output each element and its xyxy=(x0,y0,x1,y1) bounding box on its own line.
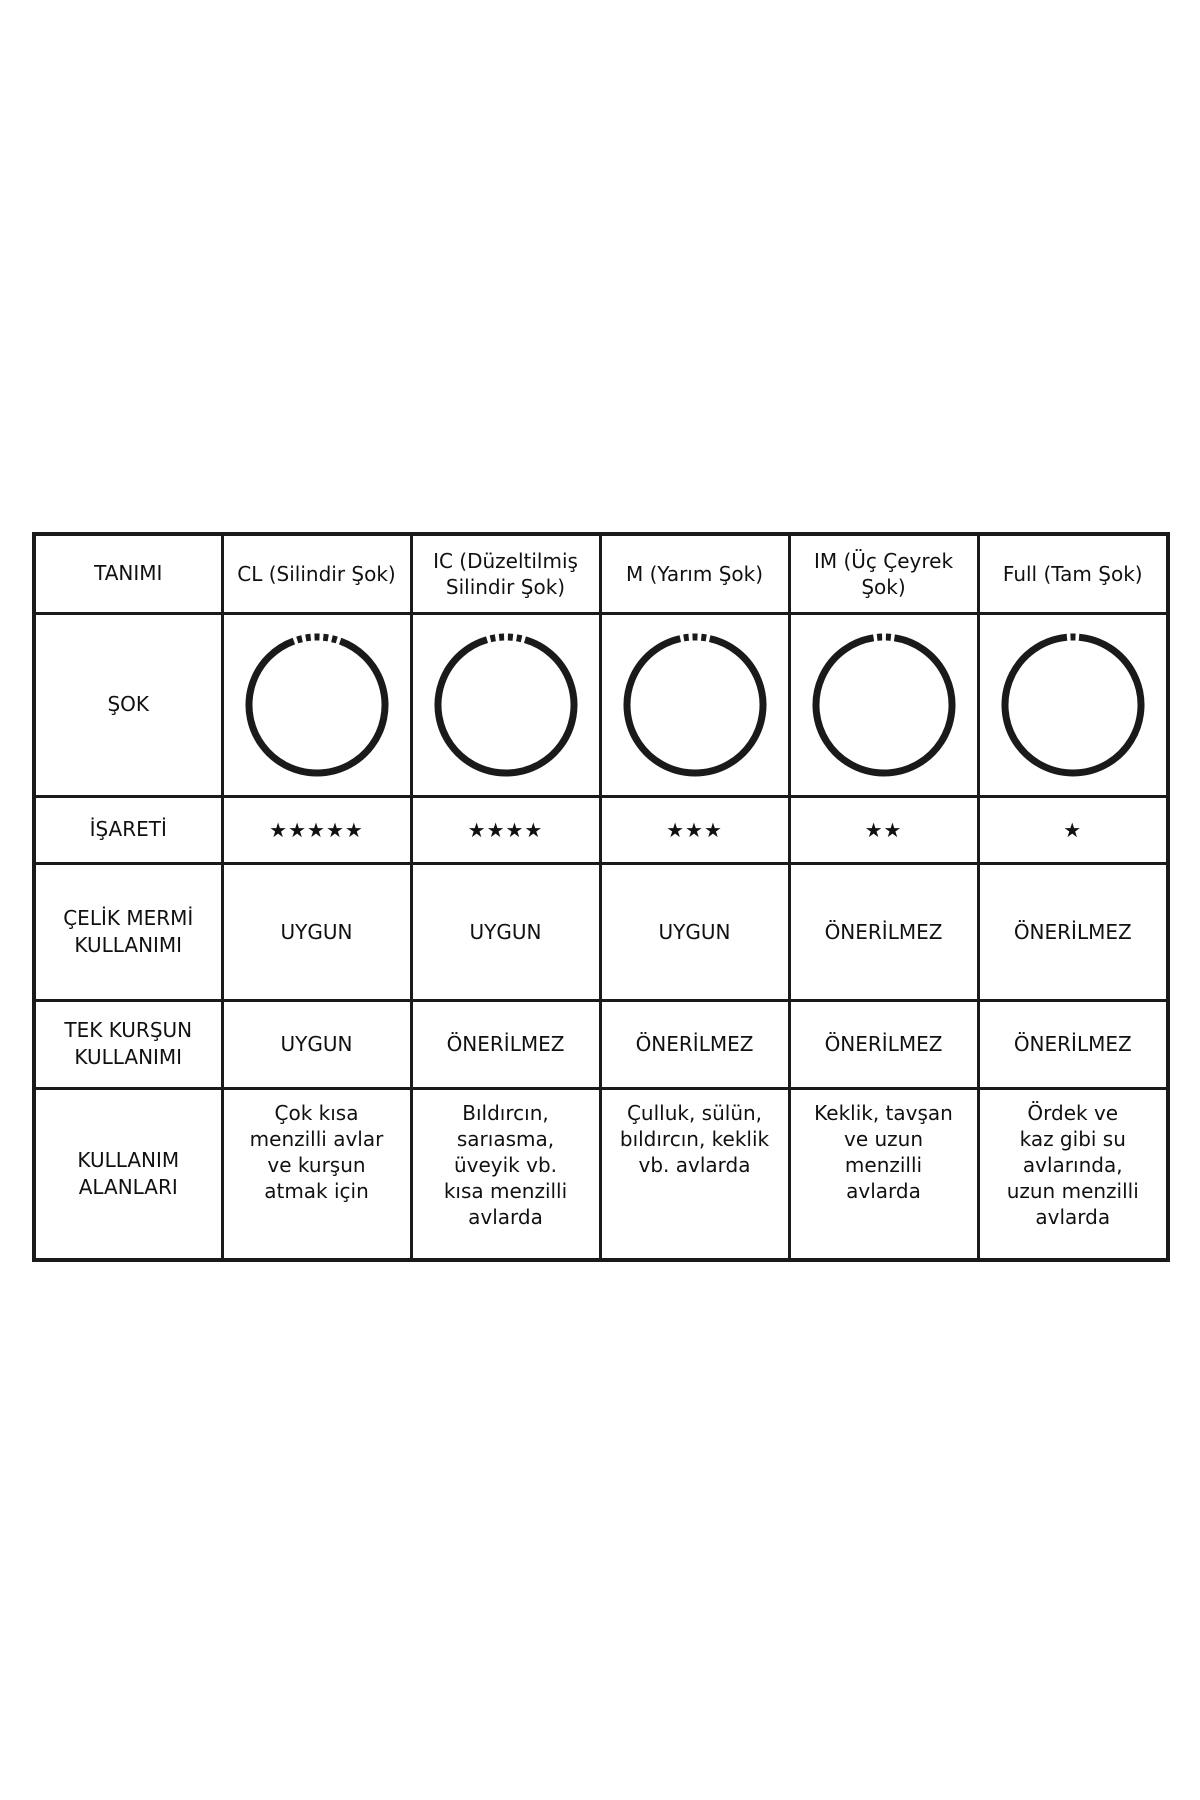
slug-value-full: ÖNERİLMEZ xyxy=(978,1000,1168,1088)
usage-text-m: Çulluk, sülün, bıldırcın, keklik vb. avlarda xyxy=(600,1088,789,1260)
choke-ring-svg-m xyxy=(620,630,770,780)
choke-ring-svg-full xyxy=(998,630,1148,780)
row-label-usage: KULLANIM ALANLARI xyxy=(34,1088,222,1260)
star-marks-ic: ★★★★ xyxy=(411,796,600,863)
steel-value-im: ÖNERİLMEZ xyxy=(789,863,978,1000)
row-label-shock: ŞOK xyxy=(34,613,222,796)
choke-tick-mark xyxy=(490,637,495,638)
row-slug xyxy=(34,1000,1168,1088)
row-label-name: TANIMI xyxy=(34,534,222,613)
steel-value-m: UYGUN xyxy=(600,863,789,1000)
row-label-mark: İŞARETİ xyxy=(34,796,222,863)
choke-ring-arc xyxy=(1005,637,1141,773)
choke-ring-cell-full xyxy=(978,613,1168,796)
row-shock xyxy=(34,613,1168,796)
choke-ring-arc xyxy=(816,637,952,772)
choke-ring-arc xyxy=(438,639,574,772)
choke-tick-mark xyxy=(323,637,328,638)
choke-ring-icon-m xyxy=(608,630,782,780)
choke-name-cl: CL (Silindir Şok) xyxy=(222,534,411,613)
row-mark xyxy=(34,796,1168,863)
choke-ring-icon-im xyxy=(797,630,971,780)
choke-chart-table xyxy=(32,532,1170,1262)
choke-ring-cell-m xyxy=(600,613,789,796)
star-marks-m: ★★★ xyxy=(600,796,789,863)
usage-text-cl: Çok kısa menzilli avlar ve kurşun atmak için xyxy=(222,1088,411,1260)
choke-ring-icon-full xyxy=(986,630,1161,780)
slug-value-m: ÖNERİLMEZ xyxy=(600,1000,789,1088)
choke-tick-mark xyxy=(516,637,521,638)
choke-ring-svg-ic xyxy=(431,630,581,780)
star-marks-cl: ★★★★★ xyxy=(222,796,411,863)
slug-value-cl: UYGUN xyxy=(222,1000,411,1088)
choke-ring-icon-cl xyxy=(230,630,404,780)
row-label-steel: ÇELİK MERMİ KULLANIMI xyxy=(34,863,222,1000)
choke-name-ic: IC (Düzeltilmiş Silindir Şok) xyxy=(411,534,600,613)
usage-text-full: Ördek ve kaz gibi su avlarında, uzun menzilli avlarda xyxy=(978,1088,1168,1260)
choke-ring-cell-ic xyxy=(411,613,600,796)
choke-name-im: IM (Üç Çeyrek Şok) xyxy=(789,534,978,613)
star-marks-full: ★ xyxy=(978,796,1168,863)
star-marks-im: ★★ xyxy=(789,796,978,863)
choke-tick-mark xyxy=(683,637,688,638)
steel-value-full: ÖNERİLMEZ xyxy=(978,863,1168,1000)
choke-ring-icon-ic xyxy=(419,630,593,780)
usage-text-ic: Bıldırcın, sarıasma, üveyik vb. kısa menzilli avlarda xyxy=(411,1088,600,1260)
steel-value-ic: UYGUN xyxy=(411,863,600,1000)
choke-tick-mark xyxy=(331,638,336,639)
row-usage xyxy=(34,1088,1168,1260)
choke-ring-svg-im xyxy=(809,630,959,780)
row-steel xyxy=(34,863,1168,1000)
choke-tick-mark xyxy=(297,638,302,639)
choke-name-full: Full (Tam Şok) xyxy=(978,534,1168,613)
usage-text-im: Keklik, tavşan ve uzun menzilli avlarda xyxy=(789,1088,978,1260)
steel-value-cl: UYGUN xyxy=(222,863,411,1000)
slug-value-im: ÖNERİLMEZ xyxy=(789,1000,978,1088)
choke-ring-arc xyxy=(249,641,385,773)
choke-name-m: M (Yarım Şok) xyxy=(600,534,789,613)
row-name xyxy=(34,534,1168,613)
choke-tick-mark xyxy=(701,637,706,638)
choke-ring-svg-cl xyxy=(242,630,392,780)
slug-value-ic: ÖNERİLMEZ xyxy=(411,1000,600,1088)
choke-ring-cell-cl xyxy=(222,613,411,796)
choke-ring-arc xyxy=(627,638,763,772)
choke-tick-mark xyxy=(305,637,310,638)
choke-ring-cell-im xyxy=(789,613,978,796)
row-label-slug: TEK KURŞUN KULLANIMI xyxy=(34,1000,222,1088)
